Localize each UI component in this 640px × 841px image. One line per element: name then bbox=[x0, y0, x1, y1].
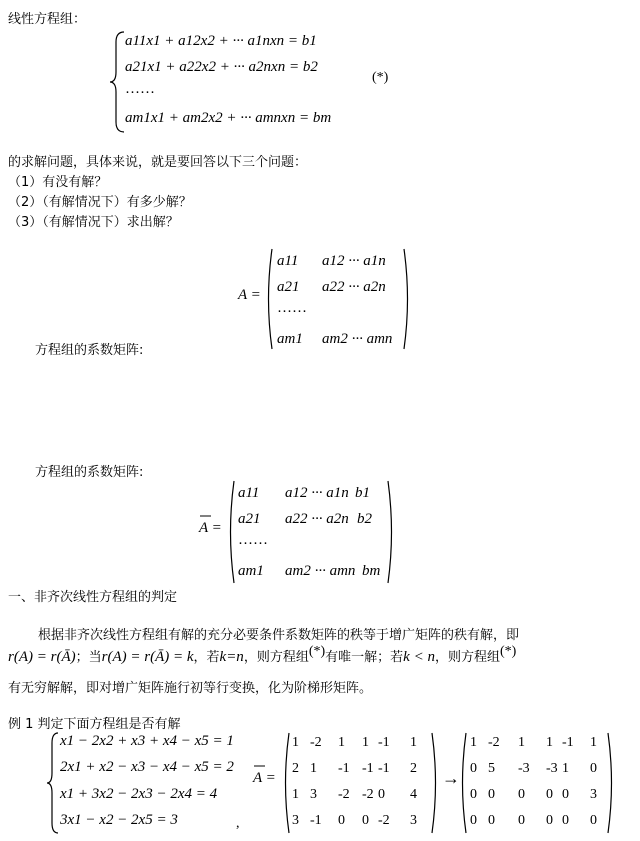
example-brace bbox=[48, 731, 60, 835]
problem-line: 的求解问题，具体来说，就是要回答以下三个问题： bbox=[8, 155, 308, 170]
matrix-cell: a12 ··· a1n bbox=[322, 253, 386, 269]
paragraph-text: 有唯一解；若 bbox=[325, 650, 404, 665]
matrix-cell: 3 bbox=[410, 813, 417, 828]
system-row: am1x1 + am2x2 + ··· amnxn = bm bbox=[125, 110, 332, 126]
system-row: ······ bbox=[125, 85, 155, 101]
matrix-cell: 2 bbox=[410, 761, 417, 776]
problem-line: （2）（有解情况下）有多少解？ bbox=[8, 195, 192, 210]
left-paren bbox=[458, 732, 468, 834]
intro-text: 线性方程组： bbox=[8, 12, 87, 27]
matrix-cell: 0 bbox=[338, 813, 345, 828]
matrix-cell: b1 bbox=[355, 485, 370, 501]
right-paren bbox=[430, 732, 440, 834]
left-paren bbox=[226, 480, 236, 584]
paragraph-line: 有无穷解解，即对增广矩阵施行初等行变换，化为阶梯形矩阵。 bbox=[8, 681, 373, 696]
matrix-cell: a12 ··· a1n bbox=[285, 485, 349, 501]
matrix-cell: -3 bbox=[518, 761, 530, 776]
matrix-cell: 0 bbox=[470, 787, 477, 802]
section-title: 一、非齐次线性方程组的判定 bbox=[8, 590, 178, 605]
matrix-cell: -1 bbox=[338, 761, 350, 776]
matrix-cell: a11 bbox=[277, 253, 299, 269]
matrix-cell: 0 bbox=[518, 813, 525, 828]
matrix-cell: 0 bbox=[378, 787, 385, 802]
star-tag: (*) bbox=[308, 644, 326, 659]
system-row: a21x1 + a22x2 + ··· a2nxn = b2 bbox=[125, 59, 318, 75]
matrix-cell: ······ bbox=[238, 536, 268, 552]
left-paren bbox=[281, 732, 291, 834]
matrix-cell: -1 bbox=[562, 735, 574, 750]
system-row: a11x1 + a12x2 + ··· a1nxn = b1 bbox=[125, 33, 317, 49]
paragraph-line: 根据非齐次线性方程组有解的充分必要条件系数矩阵的秩等于增广矩阵的秩有解，即 bbox=[38, 628, 520, 643]
matrix-cell: 4 bbox=[410, 787, 417, 802]
matrix-cell: 2 bbox=[292, 761, 299, 776]
star-tag: (*) bbox=[499, 644, 517, 659]
matrix-cell: 1 bbox=[292, 787, 299, 802]
matrix-cell: 0 bbox=[590, 813, 597, 828]
matrix-cell: 0 bbox=[546, 813, 553, 828]
example-title: 例 1 判定下面方程组是否有解 bbox=[8, 717, 181, 732]
right-paren bbox=[402, 248, 412, 350]
matrix-cell: -2 bbox=[338, 787, 350, 802]
paragraph-line-2 bbox=[8, 646, 516, 666]
example-comma: , bbox=[236, 816, 240, 831]
matrix-cell: -1 bbox=[362, 761, 374, 776]
arrow-icon: → bbox=[442, 768, 460, 788]
matrix-cell: 1 bbox=[546, 735, 553, 750]
matrix-cell: 0 bbox=[488, 813, 495, 828]
matrix-cell: 0 bbox=[518, 787, 525, 802]
matrix-cell: 3 bbox=[590, 787, 597, 802]
matrix-cell: -2 bbox=[362, 787, 374, 802]
matrix-cell: -1 bbox=[378, 761, 390, 776]
left-paren bbox=[264, 248, 274, 350]
matrix-cell: a21 bbox=[238, 511, 261, 527]
matrix-cell: -2 bbox=[378, 813, 390, 828]
paragraph-text: ；当 bbox=[75, 650, 102, 665]
matrix-cell: -3 bbox=[546, 761, 558, 776]
coef-label: 方程组的系数矩阵: bbox=[35, 465, 144, 480]
paragraph-text: ，则方程组 bbox=[243, 650, 309, 665]
overline bbox=[254, 765, 266, 767]
right-paren bbox=[386, 480, 396, 584]
aug-matrix-lhs: A = bbox=[199, 520, 222, 536]
matrix-cell: am1 bbox=[238, 563, 264, 579]
equation: r(A) = r(Ā) = k bbox=[101, 649, 194, 665]
matrix-cell: -2 bbox=[488, 735, 500, 750]
matrix-cell: 1 bbox=[410, 735, 417, 750]
matrix-cell: 5 bbox=[488, 761, 495, 776]
matrix-cell: 1 bbox=[590, 735, 597, 750]
matrix-cell: -1 bbox=[310, 813, 322, 828]
matrix-cell: 0 bbox=[590, 761, 597, 776]
system-brace bbox=[112, 30, 126, 135]
matrix-cell: 0 bbox=[488, 787, 495, 802]
matrix-cell: 0 bbox=[562, 787, 569, 802]
matrix-cell: 1 bbox=[470, 735, 477, 750]
matrix-cell: am1 bbox=[277, 331, 303, 347]
problem-line: （1）有没有解？ bbox=[8, 175, 108, 190]
matrix-cell: 1 bbox=[362, 735, 369, 750]
matrix-cell: am2 ··· amn bbox=[285, 563, 356, 579]
matrix-cell: 1 bbox=[518, 735, 525, 750]
matrix-cell: am2 ··· amn bbox=[322, 331, 393, 347]
matrix-cell: 0 bbox=[562, 813, 569, 828]
coef-matrix-lhs: A = bbox=[238, 287, 261, 303]
example-aug-lhs: A = bbox=[253, 770, 276, 786]
coef-label: 方程组的系数矩阵: bbox=[35, 343, 144, 358]
matrix-cell: 1 bbox=[292, 735, 299, 750]
matrix-cell: -2 bbox=[310, 735, 322, 750]
paragraph-text: ，则方程组 bbox=[434, 650, 500, 665]
matrix-cell: a22 ··· a2n bbox=[322, 279, 386, 295]
matrix-cell: bm bbox=[362, 563, 381, 579]
equation: k=n bbox=[219, 649, 244, 665]
matrix-cell: -1 bbox=[378, 735, 390, 750]
right-paren bbox=[606, 732, 616, 834]
system-tag: (*) bbox=[372, 70, 389, 85]
example-row: x1 + 3x2 − 2x3 − 2x4 = 4 bbox=[60, 786, 218, 802]
matrix-cell: 0 bbox=[362, 813, 369, 828]
matrix-cell: 1 bbox=[338, 735, 345, 750]
matrix-cell: 0 bbox=[470, 761, 477, 776]
matrix-cell: a22 ··· a2n bbox=[285, 511, 349, 527]
problem-line: （3）（有解情况下）求出解？ bbox=[8, 215, 179, 230]
paragraph-text: ，若 bbox=[193, 650, 220, 665]
matrix-cell: 0 bbox=[546, 787, 553, 802]
matrix-cell: a11 bbox=[238, 485, 260, 501]
matrix-cell: b2 bbox=[357, 511, 372, 527]
matrix-cell: 1 bbox=[562, 761, 569, 776]
matrix-cell: 1 bbox=[310, 761, 317, 776]
matrix-cell: 3 bbox=[310, 787, 317, 802]
example-row: 2x1 + x2 − x3 − x4 − x5 = 2 bbox=[60, 759, 234, 775]
equation: k < n bbox=[403, 649, 435, 665]
example-row: x1 − 2x2 + x3 + x4 − x5 = 1 bbox=[60, 733, 234, 749]
matrix-cell: a21 bbox=[277, 279, 300, 295]
matrix-cell: 0 bbox=[470, 813, 477, 828]
example-row: 3x1 − x2 − 2x5 = 3 bbox=[60, 812, 178, 828]
overline bbox=[200, 515, 212, 517]
equation: r(A) = r(Ā) bbox=[8, 649, 76, 665]
matrix-cell: 3 bbox=[292, 813, 299, 828]
matrix-cell: ······ bbox=[277, 304, 307, 320]
